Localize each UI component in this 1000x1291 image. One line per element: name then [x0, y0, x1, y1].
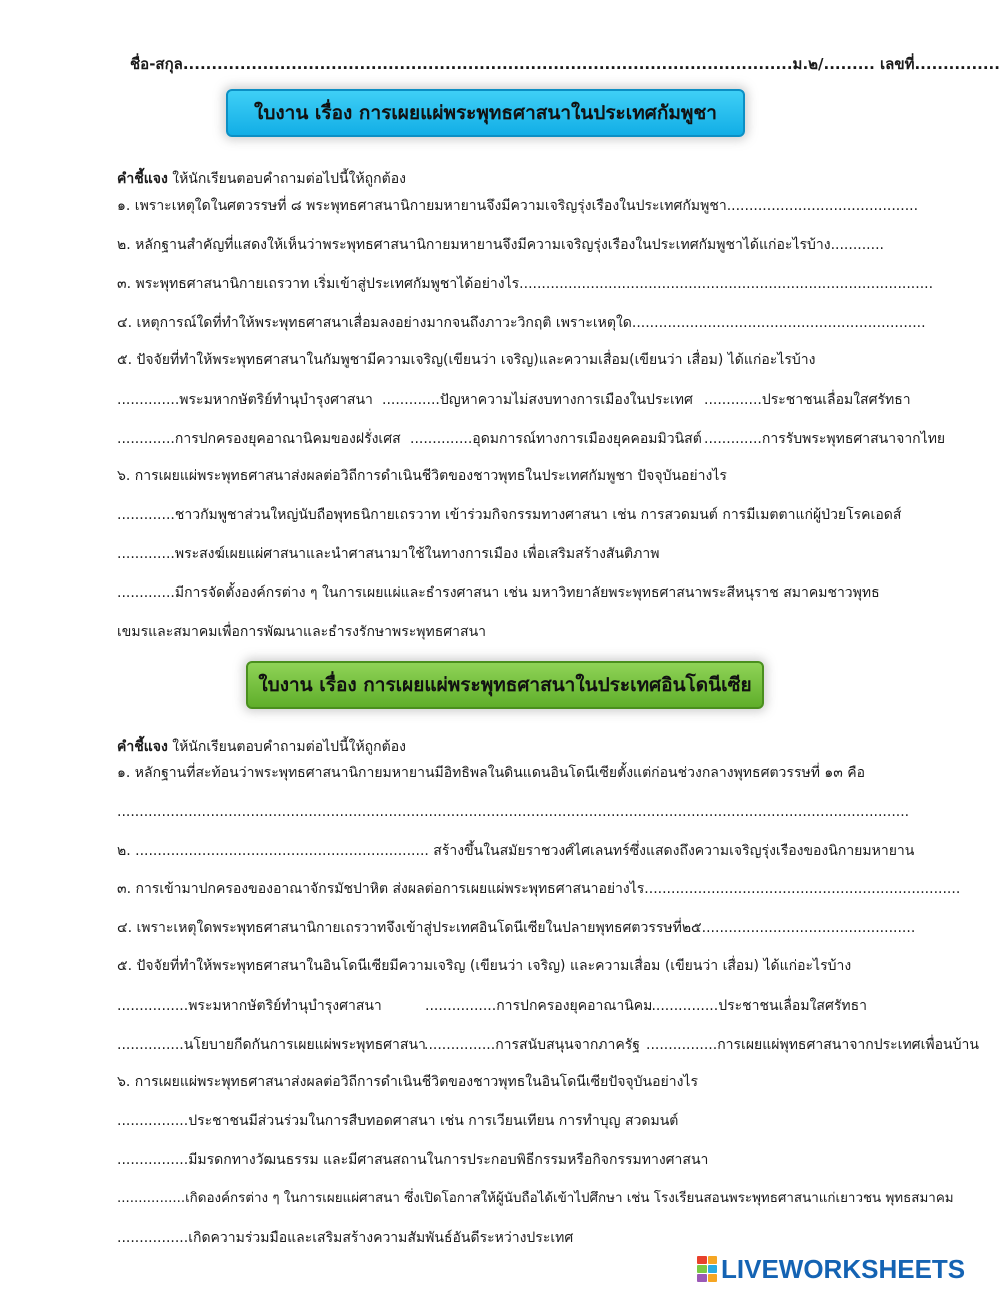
- answer-blank[interactable]: ..................................................................................................................................................................................: [117, 804, 910, 820]
- instruction-text: ให้นักเรียนตอบคำถามต่อไปนี้ให้ถูกต้อง: [167, 739, 406, 755]
- question-6: ๖. การเผยแผ่พระพุทธศาสนาส่งผลต่อวิถีการดำเนินชีวิตของชาวพุทธในประเทศกัมพูชา ปัจจุบันอย่างไร: [117, 468, 727, 484]
- question-2: ๒. หลักฐานสำคัญที่แสดงให้เห็นว่าพระพุทธศาสนานิกายมหายานจึงมีความเจริญรุ่งเรืองในประเทศกัมพูชาได้แก่อะไรบ้าง............: [117, 237, 884, 253]
- liveworksheets-icon: [697, 1256, 717, 1282]
- liveworksheets-logo: [697, 1254, 965, 1284]
- student-info-line: ชื่อ-สกุล...........................................................................................................ม.๒/......... เลขที่...............: [130, 55, 1000, 73]
- answer-option[interactable]: .............ปัญหาความไม่สงบทางการเมืองในประเทศ: [382, 392, 693, 408]
- question-5: ๕. ปัจจัยที่ทำให้พระพุทธศาสนาในอินโดนีเซียมีความเจริญ (เขียนว่า เจริญ) และความเสื่อม (เขียนว่า เสื่อม) ได้แก่อะไรบ้าง: [117, 958, 852, 974]
- answer-option[interactable]: ................การเผยแผ่พุทธศาสนาจากประเทศเพื่อนบ้าน: [646, 1037, 979, 1053]
- answer-option[interactable]: .............มีการจัดตั้งองค์กรต่าง ๆ ในการเผยแผ่และธำรงศาสนา เช่น มหาวิทยาลัยพระพุทธศาสนาพระสีหนุราช สมาคมชาวพุทธ: [117, 585, 880, 601]
- worksheet-title-cambodia: ใบงาน เรื่อง การเผยแผ่พระพุทธศาสนาในประเทศกัมพูชา: [226, 89, 745, 137]
- answer-option[interactable]: .............พระสงฆ์เผยแผ่ศาสนาและนำศาสนามาใช้ในทางการเมือง เพื่อเสริมสร้างสันติภาพ: [117, 546, 660, 562]
- answer-option[interactable]: ...............นโยบายกีดกันการเผยแผ่พระพุทธศาสนา: [117, 1037, 426, 1053]
- answer-option[interactable]: ................ประชาชนมีส่วนร่วมในการสืบทอดศาสนา เช่น การเวียนเทียน การทำบุญ สวดมนต์: [117, 1113, 679, 1129]
- instruction-text: ให้นักเรียนตอบคำถามต่อไปนี้ให้ถูกต้อง: [167, 171, 406, 187]
- answer-option[interactable]: ................การปกครองยุคอาณานิคม: [425, 998, 653, 1014]
- answer-option[interactable]: ..............อุดมการณ์ทางการเมืองยุคคอมมิวนิสต์: [410, 431, 702, 447]
- question-5: ๕. ปัจจัยที่ทำให้พระพุทธศาสนาในกัมพูชามีความเจริญ(เขียนว่า เจริญ)และความเสื่อม(เขียนว่า เสื่อม) ได้แก่อะไรบ้าง: [117, 352, 816, 368]
- answer-option[interactable]: ................พระมหากษัตริย์ทำนุบำรุงศาสนา: [117, 998, 382, 1014]
- answer-option[interactable]: .............การปกครองยุคอาณานิคมของฝรั่งเศส: [117, 431, 401, 447]
- question-3: ๓. การเข้ามาปกครองของอาณาจักรมัชปาหิต ส่งผลต่อการเผยแผ่พระพุทธศาสนาอย่างไร.......................................................................: [117, 881, 961, 897]
- answer-option[interactable]: ................ประชาชนเลื่อมใสศรัทธา: [647, 998, 867, 1014]
- instruction-line: [117, 737, 406, 757]
- answer-continuation: เขมรและสมาคมเพื่อการพัฒนาและธำรงรักษาพระพุทธศาสนา: [117, 624, 487, 640]
- question-2: ๒. .................................................................. สร้างขึ้นในสมัยราชวงศ์ไศเลนทร์ซึ่งแสดงถึงความเจริญรุ่งเรืองของนิกายมหายาน: [117, 843, 915, 859]
- worksheet-title-indonesia: ใบงาน เรื่อง การเผยแผ่พระพุทธศาสนาในประเทศอินโดนีเซีย: [246, 661, 764, 709]
- question-4: ๔. เพราะเหตุใดพระพุทธศาสนานิกายเถรวาทจึงเข้าสู่ประเทศอินโดนีเซียในปลายพุทธศตวรรษที่๒๕................................................: [117, 920, 916, 936]
- answer-option[interactable]: ................เกิดความร่วมมือและเสริมสร้างความสัมพันธ์อันดีระหว่างประเทศ: [117, 1230, 574, 1246]
- answer-option[interactable]: .............ชาวกัมพูชาส่วนใหญ่นับถือพุทธนิกายเถรวาท เข้าร่วมกิจกรรมทางศาสนา เช่น การสวดมนต์ การมีเมตตาแก่ผู้ป่วยโรคเอดส์: [117, 507, 902, 523]
- question-4: ๔. เหตุการณ์ใดที่ทำให้พระพุทธศาสนาเสื่อมลงอย่างมากจนถึงภาวะวิกฤติ เพราะเหตุใด..................................................................: [117, 315, 926, 331]
- answer-option[interactable]: ................มีมรดกทางวัฒนธรรม และมีศาสนสถานในการประกอบพิธีกรรมหรือกิจกรรมทางศาสนา: [117, 1152, 709, 1168]
- question-1: ๑. หลักฐานที่สะท้อนว่าพระพุทธศาสนานิกายมหายานมีอิทธิพลในดินแดนอินโดนีเซียตั้งแต่ก่อนช่วงกลางพุทธศตวรรษที่ ๑๓ คือ: [117, 765, 866, 781]
- question-1: ๑. เพราะเหตุใดในศตวรรษที่ ๘ พระพุทธศาสนานิกายมหายานจึงมีความเจริญรุ่งเรืองในประเทศกัมพูชา...........................................: [117, 198, 919, 214]
- instruction-line: [117, 169, 406, 189]
- instruction-label: คำชี้แจง: [117, 171, 168, 187]
- liveworksheets-brand-text: LIVEWORKSHEETS: [721, 1253, 966, 1284]
- answer-option[interactable]: .............ประชาชนเลื่อมใสศรัทธา: [704, 392, 911, 408]
- answer-option[interactable]: ................เกิดองค์กรต่าง ๆ ในการเผยแผ่ศาสนา ซึ่งเปิดโอกาสให้ผู้นับถือได้เข้าไปศึกษา เช่น โรงเรียนสอนพระพุทธศาสนาแก่เยาวชน พุทธสมาคม: [117, 1191, 954, 1206]
- instruction-label: คำชี้แจง: [117, 739, 168, 755]
- answer-option[interactable]: .............การรับพระพุทธศาสนาจากไทย: [704, 431, 946, 447]
- question-6: ๖. การเผยแผ่พระพุทธศาสนาส่งผลต่อวิถีการดำเนินชีวิตของชาวพุทธในอินโดนีเซียปัจจุบันอย่างไร: [117, 1074, 698, 1090]
- answer-option[interactable]: ................การสนับสนุนจากภาครัฐ: [424, 1037, 640, 1053]
- question-3: ๓. พระพุทธศาสนานิกายเถรวาท เริ่มเข้าสู่ประเทศกัมพูชาได้อย่างไร.............................................................................................: [117, 276, 934, 292]
- answer-option[interactable]: ..............พระมหากษัตริย์ทำนุบำรุงศาสนา: [117, 392, 373, 408]
